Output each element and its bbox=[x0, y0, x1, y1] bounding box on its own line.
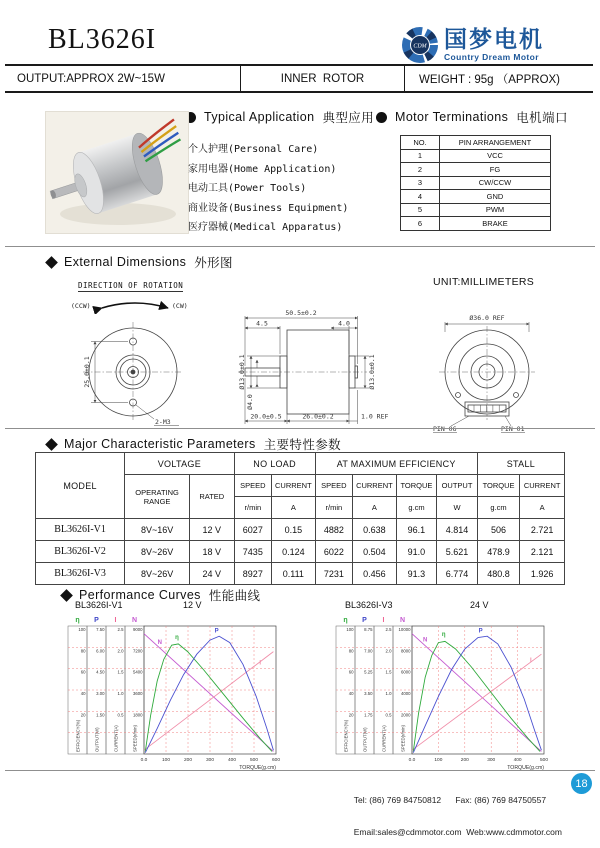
axis-tick: 7.00 bbox=[364, 648, 373, 654]
param-value: 96.1 bbox=[396, 519, 437, 541]
pin-row bbox=[401, 149, 551, 163]
axis-symbol: N bbox=[399, 617, 406, 624]
axis-tick: 7.50 bbox=[96, 627, 105, 632]
svg-text:CDM: CDM bbox=[413, 43, 427, 50]
axis-symbol: P bbox=[94, 617, 99, 624]
curve-label: η bbox=[441, 632, 446, 639]
svg-text:20.0±0.5: 20.0±0.5 bbox=[250, 412, 282, 421]
svg-text:2-M3: 2-M3 bbox=[155, 418, 171, 426]
axis-tick: 1.5 bbox=[385, 669, 392, 675]
axis-tick: 5.25 bbox=[364, 669, 373, 675]
axis-title: CURRENT(A) bbox=[381, 725, 387, 752]
chart-voltage-label: 12 V bbox=[183, 600, 202, 610]
contact-email-web: Email:sales@cdmmotor.com Web:www.cdmmotor.com bbox=[353, 826, 562, 837]
pin-signal: CW/CCW bbox=[440, 176, 551, 190]
side-view bbox=[238, 316, 369, 424]
col-speed: SPEED bbox=[234, 475, 271, 497]
param-value: 2.721 bbox=[520, 519, 565, 541]
pin-row bbox=[401, 176, 551, 190]
curve-label: I bbox=[259, 660, 261, 667]
axis-tick: 2.0 bbox=[117, 648, 124, 654]
pin-col-arrangement: PIN ARRANGEMENT bbox=[440, 136, 551, 150]
axis-symbol: I bbox=[114, 617, 117, 624]
section-title-cn: 性能曲线 bbox=[208, 588, 261, 603]
pin-number: 1 bbox=[401, 149, 440, 163]
param-row bbox=[36, 541, 565, 563]
axis-tick: 2.5 bbox=[385, 627, 392, 632]
motor-photo bbox=[45, 111, 189, 234]
application-item: 商业设备(Business Equipment) bbox=[188, 202, 349, 214]
axis-tick: 40 bbox=[348, 691, 354, 696]
param-value: 0.504 bbox=[353, 541, 397, 563]
x-tick: 400 bbox=[227, 758, 237, 763]
param-value: 8V~26V bbox=[125, 563, 190, 585]
section-title-cn: 外形图 bbox=[194, 255, 233, 270]
param-value: 0.638 bbox=[353, 519, 397, 541]
axis-tick: 1800 bbox=[132, 712, 143, 718]
section-motor-terminations bbox=[376, 108, 568, 126]
axis-title: SPEED(r/min) bbox=[400, 725, 406, 752]
curve-label: η bbox=[175, 634, 179, 641]
axis-tick: 4000 bbox=[400, 691, 411, 696]
axis-symbol: I bbox=[382, 617, 385, 624]
axis-symbol: η bbox=[75, 617, 80, 624]
chart-voltage-label: 24 V bbox=[470, 600, 489, 610]
company-logo bbox=[401, 26, 544, 64]
col-no-load: NO LOAD bbox=[234, 453, 315, 475]
axis-tick: 20 bbox=[80, 712, 86, 718]
axis-tick: 1.50 bbox=[96, 712, 105, 718]
diamond-icon bbox=[60, 589, 73, 602]
x-tick: 100 bbox=[434, 758, 443, 763]
x-tick: 500 bbox=[539, 758, 549, 763]
direction-of-rotation-label: DIRECTION OF ROTATION bbox=[78, 281, 184, 290]
param-value: 7435 bbox=[234, 541, 271, 563]
param-value: 6022 bbox=[315, 541, 352, 563]
chart-model-label: BL3626I-V3 bbox=[345, 600, 393, 610]
param-value: 4882 bbox=[315, 519, 352, 541]
curve-label: N bbox=[157, 639, 163, 646]
svg-text:Ø4.0: Ø4.0 bbox=[246, 394, 254, 410]
axis-tick: 4.50 bbox=[96, 669, 105, 675]
unit: g.cm bbox=[477, 497, 520, 519]
section-title: Typical Application bbox=[204, 110, 315, 124]
col-max-efficiency: AT MAXIMUM EFFICIENCY bbox=[315, 453, 477, 475]
section-title-cn: 典型应用 bbox=[322, 110, 375, 125]
axis-tick: 1.0 bbox=[385, 691, 392, 696]
axis-tick: 8000 bbox=[400, 648, 411, 654]
pin-signal: BRAKE bbox=[440, 217, 551, 231]
param-value: 506 bbox=[477, 519, 520, 541]
axis-tick: 60 bbox=[348, 669, 354, 675]
dimension-drawings bbox=[55, 300, 560, 435]
axis-tick: 80 bbox=[80, 648, 86, 654]
section-title-cn: 电机端口 bbox=[516, 110, 568, 125]
svg-text:4.5: 4.5 bbox=[256, 319, 268, 328]
section-title: Performance Curves bbox=[79, 588, 201, 602]
section-title: External Dimensions bbox=[64, 255, 187, 269]
pin-number: 5 bbox=[401, 203, 440, 217]
axis-tick: 60 bbox=[80, 669, 86, 675]
front-view bbox=[83, 322, 183, 426]
col-current: CURRENT bbox=[353, 475, 397, 497]
param-value: 1.926 bbox=[520, 563, 565, 585]
curve-label: P bbox=[214, 628, 219, 635]
diamond-icon bbox=[45, 438, 58, 451]
param-value: 480.8 bbox=[477, 563, 520, 585]
axis-title: EFFICIENCY(%) bbox=[343, 719, 349, 752]
footer-divider bbox=[5, 770, 595, 771]
param-model: BL3626I-V3 bbox=[36, 563, 125, 585]
section-title: Major Characteristic Parameters bbox=[64, 437, 256, 451]
x-tick: 400 bbox=[513, 758, 522, 763]
col-speed: SPEED bbox=[315, 475, 352, 497]
application-item: 家用电器(Home Application) bbox=[188, 163, 337, 175]
svg-text:PIN 01: PIN 01 bbox=[501, 425, 525, 433]
axis-tick: 3.50 bbox=[364, 691, 373, 696]
unit-label: UNIT:MILLIMETERS bbox=[433, 276, 535, 288]
x-tick: 600 bbox=[271, 758, 281, 763]
parameters-table bbox=[35, 452, 565, 585]
col-torque: TORQUE bbox=[477, 475, 520, 497]
axis-tick: 3600 bbox=[132, 691, 143, 696]
axis-tick: 100 bbox=[78, 627, 86, 632]
svg-text:(CW): (CW) bbox=[172, 302, 188, 310]
param-value: 5.621 bbox=[437, 541, 478, 563]
param-value: 2.121 bbox=[520, 541, 565, 563]
param-value: 0.124 bbox=[272, 541, 316, 563]
pin-row bbox=[401, 190, 551, 204]
axis-tick: 6000 bbox=[400, 669, 411, 675]
pin-row bbox=[401, 203, 551, 217]
param-model: BL3626I-V2 bbox=[36, 541, 125, 563]
svg-text:Ø36.0 REF: Ø36.0 REF bbox=[469, 314, 505, 322]
axis-symbol: N bbox=[131, 617, 138, 624]
section-typical-application bbox=[185, 108, 374, 126]
unit: r/min bbox=[315, 497, 352, 519]
pin-number: 3 bbox=[401, 176, 440, 190]
x-axis-title: TORQUE(g.cm) bbox=[239, 765, 276, 770]
brand-name-en: Country Dream Motor bbox=[444, 51, 539, 62]
unit: r/min bbox=[234, 497, 271, 519]
svg-text:(CCW): (CCW) bbox=[71, 302, 91, 310]
axis-tick: 5400 bbox=[132, 669, 143, 675]
curve-label: P bbox=[478, 628, 483, 635]
param-value: 91.3 bbox=[396, 563, 437, 585]
col-current: CURRENT bbox=[272, 475, 316, 497]
param-value: 12 V bbox=[190, 519, 235, 541]
application-item: 个人护理(Personal Care) bbox=[188, 144, 319, 155]
axis-tick: 1.5 bbox=[117, 669, 124, 675]
axis-tick: 100 bbox=[346, 627, 354, 632]
param-value: 478.9 bbox=[477, 541, 520, 563]
section-external-dimensions bbox=[47, 253, 233, 271]
application-list bbox=[188, 140, 348, 238]
col-rated: RATED bbox=[190, 475, 235, 519]
param-value: 7231 bbox=[315, 563, 352, 585]
spec-output: OUTPUT:APPROX 2W~15W bbox=[17, 72, 165, 85]
section-divider bbox=[5, 428, 595, 429]
svg-text:1.0 REF: 1.0 REF bbox=[361, 412, 389, 421]
svg-text:Ø13.0±0.1: Ø13.0±0.1 bbox=[238, 354, 246, 390]
x-tick: 300 bbox=[205, 758, 215, 763]
application-item: 电动工具(Power Tools) bbox=[188, 183, 307, 194]
pin-col-no: NO. bbox=[401, 136, 440, 150]
application-item: 医疗器械(Medical Apparatus) bbox=[188, 222, 343, 233]
performance-chart-v3 bbox=[330, 612, 552, 770]
axis-tick: 2000 bbox=[400, 712, 411, 718]
pin-number: 4 bbox=[401, 190, 440, 204]
pin-number: 6 bbox=[401, 217, 440, 231]
unit: A bbox=[520, 497, 565, 519]
axis-tick: 1.0 bbox=[117, 691, 124, 696]
chart-model-label: BL3626I-V1 bbox=[75, 600, 123, 610]
page-title: BL3626I bbox=[48, 24, 157, 55]
axis-title: OUTPUT(W) bbox=[362, 727, 368, 752]
side-view-labels bbox=[238, 309, 388, 421]
svg-text:26.0±0.2: 26.0±0.2 bbox=[302, 412, 334, 421]
svg-text:25.0±0.1: 25.0±0.1 bbox=[83, 356, 91, 388]
x-tick: 0.0 bbox=[408, 758, 416, 763]
param-value: 91.0 bbox=[396, 541, 437, 563]
unit: A bbox=[272, 497, 316, 519]
axis-symbol: P bbox=[362, 617, 367, 624]
spec-bar bbox=[5, 64, 593, 93]
col-stall: STALL bbox=[477, 453, 564, 475]
axis-tick: 6.00 bbox=[96, 648, 105, 654]
page-number-badge: 18 bbox=[571, 773, 592, 794]
axis-tick: 20 bbox=[348, 712, 354, 718]
axis-tick: 8.75 bbox=[364, 627, 373, 632]
x-tick: 200 bbox=[460, 758, 469, 763]
spec-rotor-type: INNER ROTOR bbox=[240, 66, 404, 91]
col-current: CURRENT bbox=[520, 475, 565, 497]
col-voltage: VOLTAGE bbox=[125, 453, 234, 475]
x-tick: 300 bbox=[487, 758, 496, 763]
axis-tick: 2.0 bbox=[385, 648, 392, 654]
param-value: 18 V bbox=[190, 541, 235, 563]
axis-title: EFFICIENCY(%) bbox=[75, 719, 81, 752]
col-torque: TORQUE bbox=[396, 475, 437, 497]
axis-tick: 80 bbox=[348, 648, 354, 654]
axis-tick: 7200 bbox=[132, 648, 143, 654]
axis-title: CURRENT(A) bbox=[113, 725, 119, 752]
x-tick: 0.0 bbox=[140, 758, 148, 763]
param-value: 6.774 bbox=[437, 563, 478, 585]
svg-text:Ø13.0±0.1: Ø13.0±0.1 bbox=[368, 354, 376, 390]
svg-text:4.0: 4.0 bbox=[338, 319, 350, 328]
col-operating-range: OPERATING RANGE bbox=[125, 475, 190, 519]
section-divider bbox=[5, 246, 595, 247]
pin-row bbox=[401, 217, 551, 231]
unit: W bbox=[437, 497, 478, 519]
section-title-cn: 主要特性参数 bbox=[263, 437, 342, 452]
axis-tick: 9000 bbox=[132, 627, 143, 632]
param-value: 0.111 bbox=[272, 563, 316, 585]
col-output: OUTPUT bbox=[437, 475, 478, 497]
section-title: Motor Terminations bbox=[395, 110, 509, 124]
axis-title: OUTPUT(W) bbox=[94, 727, 100, 752]
param-value: 8V~26V bbox=[125, 541, 190, 563]
section-parameters bbox=[47, 435, 341, 453]
param-value: 6027 bbox=[234, 519, 271, 541]
rear-view bbox=[433, 322, 535, 433]
param-value: 0.456 bbox=[353, 563, 397, 585]
param-value: 24 V bbox=[190, 563, 235, 585]
axis-title: SPEED(r/min) bbox=[132, 725, 138, 752]
col-model: MODEL bbox=[36, 453, 125, 519]
svg-text:50.5±0.2: 50.5±0.2 bbox=[285, 309, 317, 317]
param-value: 8V~16V bbox=[125, 519, 190, 541]
axis-tick: 1.75 bbox=[364, 712, 373, 718]
pin-signal: PWM bbox=[440, 203, 551, 217]
spec-weight: WEIGHT : 95g （APPROX) bbox=[404, 66, 593, 91]
cdm-logo-icon bbox=[401, 26, 439, 64]
x-tick: 500 bbox=[249, 758, 259, 763]
svg-text:PIN 06: PIN 06 bbox=[433, 425, 457, 433]
brand-name-cn: 国梦电机 bbox=[444, 26, 544, 53]
bullet-icon bbox=[376, 112, 387, 123]
contact-tel-fax: Tel: (86) 769 84750812 Fax: (86) 769 84750557 bbox=[353, 795, 547, 805]
unit: g.cm bbox=[396, 497, 437, 519]
diamond-icon bbox=[45, 256, 58, 269]
pin-table bbox=[400, 135, 551, 231]
param-value: 0.15 bbox=[272, 519, 316, 541]
x-tick: 100 bbox=[161, 758, 171, 763]
axis-tick: 10000 bbox=[398, 627, 411, 632]
performance-chart-v1 bbox=[62, 612, 284, 770]
contact-info bbox=[354, 774, 562, 848]
unit: A bbox=[353, 497, 397, 519]
param-row bbox=[36, 519, 565, 541]
axis-symbol: η bbox=[343, 617, 348, 624]
param-value: 8927 bbox=[234, 563, 271, 585]
x-tick: 200 bbox=[183, 758, 193, 763]
axis-tick: 3.00 bbox=[96, 691, 105, 696]
param-model: BL3626I-V1 bbox=[36, 519, 125, 541]
axis-tick: 2.5 bbox=[117, 627, 124, 632]
axis-tick: 0.5 bbox=[117, 712, 124, 718]
x-axis-title: TORQUE(g.cm) bbox=[507, 765, 544, 770]
pin-row bbox=[401, 163, 551, 177]
param-value: 4.814 bbox=[437, 519, 478, 541]
param-row bbox=[36, 563, 565, 585]
pin-signal: VCC bbox=[440, 149, 551, 163]
curve-label: I bbox=[529, 657, 532, 664]
curve-label: N bbox=[423, 637, 428, 644]
pin-signal: FG bbox=[440, 163, 551, 177]
axis-tick: 40 bbox=[80, 691, 86, 696]
axis-tick: 0.5 bbox=[385, 712, 392, 718]
pin-number: 2 bbox=[401, 163, 440, 177]
pin-signal: GND bbox=[440, 190, 551, 204]
